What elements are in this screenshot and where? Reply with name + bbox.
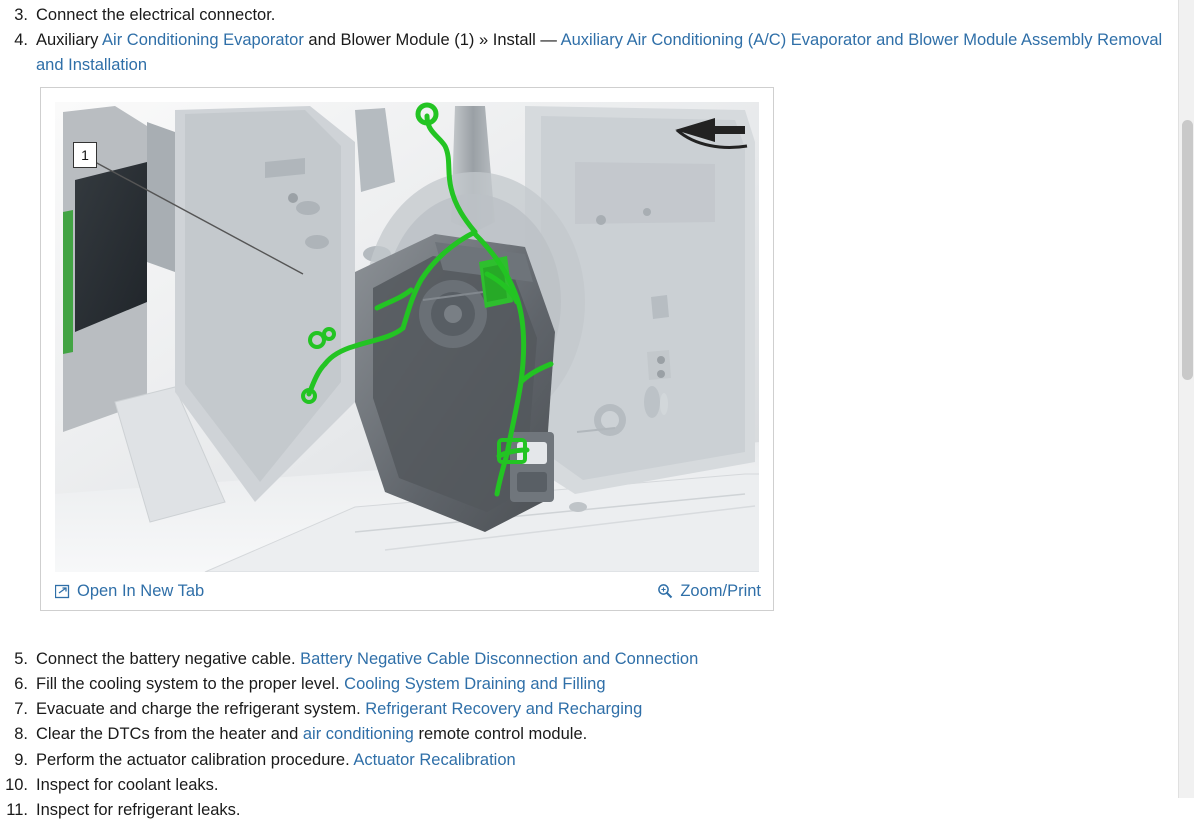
steps-list-top (0, 3, 1194, 78)
step-text (36, 647, 1194, 672)
step-number: 5. (14, 650, 28, 669)
open-in-new-tab-icon (55, 584, 70, 599)
step-number: 10. (5, 775, 28, 794)
reference-link[interactable]: Auxiliary Air Conditioning (A/C) Evaporator and Blower Module Assembly Removal and Installation (36, 31, 1163, 75)
step-text (36, 773, 1194, 798)
figure-panel (40, 87, 774, 611)
step-number: 6. (14, 675, 28, 694)
step-text (36, 748, 1194, 773)
reference-link[interactable]: Refrigerant Recovery and Recharging (365, 700, 643, 719)
figure-toolbar (41, 572, 773, 610)
static-text: Clear the DTCs from the heater and (36, 725, 303, 744)
reference-link[interactable]: Air Conditioning Evaporator (102, 31, 304, 50)
static-text: Inspect for coolant leaks. (36, 775, 219, 794)
static-text: and Blower Module (1) » Install — (303, 31, 561, 50)
list-item (0, 672, 1194, 697)
static-text: remote control module. (413, 725, 588, 744)
zoom-print-button[interactable] (657, 582, 761, 601)
step-text (36, 3, 1194, 28)
list-item (0, 773, 1194, 798)
step-number: 11. (6, 800, 28, 819)
static-text: Evacuate and charge the refrigerant system. (36, 700, 366, 719)
steps-list-bottom (0, 647, 1194, 823)
list-item (0, 697, 1194, 722)
static-text: Inspect for refrigerant leaks. (36, 800, 241, 819)
static-text: Connect the electrical connector. (36, 6, 276, 24)
magnifier-icon (657, 583, 673, 599)
step-number: 8. (14, 725, 28, 744)
step-number: 7. (14, 700, 28, 719)
step-number: 9. (14, 750, 28, 769)
reference-link[interactable]: air conditioning (302, 725, 414, 744)
reference-link[interactable]: Battery Negative Cable Disconnection and Connection (300, 650, 699, 669)
reference-link[interactable]: Actuator Recalibration (353, 750, 516, 769)
reference-link[interactable]: Cooling System Draining and Filling (344, 675, 606, 694)
open-in-new-tab-button[interactable] (55, 582, 204, 601)
list-item (0, 3, 1194, 28)
static-text: Perform the actuator calibration procedure. (36, 750, 354, 769)
list-item (0, 722, 1194, 747)
step-number: 3. (14, 6, 28, 24)
list-item (0, 798, 1194, 823)
step-text (36, 697, 1194, 722)
step-number: 4. (14, 31, 28, 50)
step-text (36, 672, 1194, 697)
static-text: Connect the battery negative cable. (36, 650, 301, 669)
bottom-steps-block (0, 647, 1194, 823)
list-item (0, 748, 1194, 773)
step-text (36, 28, 1194, 78)
static-text: Fill the cooling system to the proper level. (36, 675, 345, 694)
vehicle-cutaway-illustration (55, 102, 759, 572)
figure-illustration (55, 102, 759, 572)
list-item (0, 647, 1194, 672)
page-scrollbar[interactable] (1178, 0, 1194, 798)
callout-label-1: 1 (73, 142, 97, 168)
scrollbar-thumb[interactable] (1182, 120, 1193, 380)
step-text (36, 798, 1194, 823)
top-steps-block (0, 0, 1194, 78)
static-text: Auxiliary (36, 31, 103, 50)
zoom-print-label: Zoom/Print (680, 581, 761, 600)
step-text (36, 722, 1194, 747)
open-in-new-tab-label: Open In New Tab (77, 581, 205, 600)
list-item (0, 28, 1194, 78)
